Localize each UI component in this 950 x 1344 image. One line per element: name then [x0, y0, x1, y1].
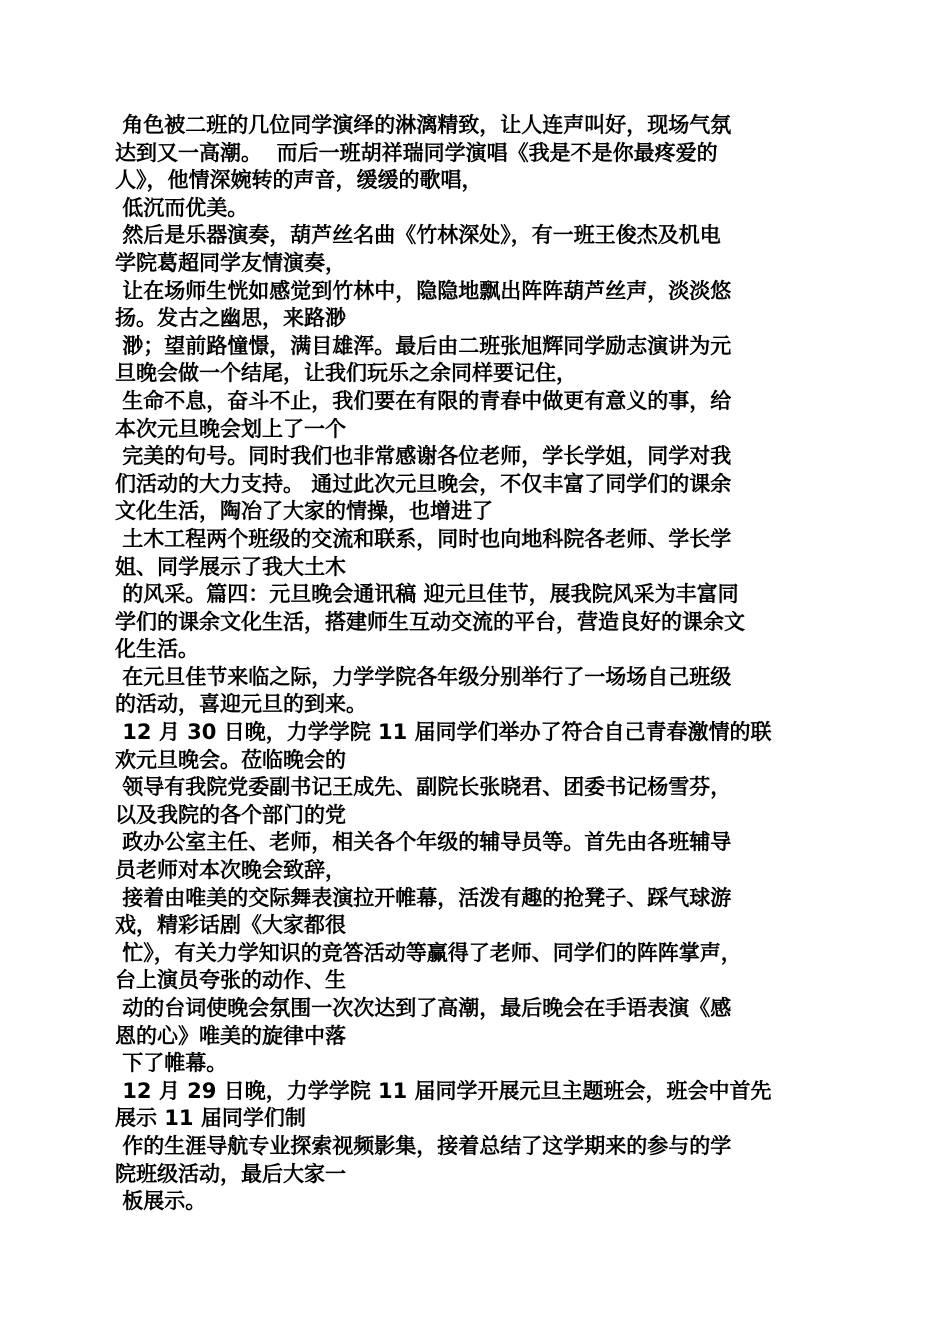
text-line: 然后是乐器演奏，葫芦丝名曲《竹林深处》，有一班王俊杰及机电 — [115, 223, 721, 248]
text-line: 欢元旦晚会。莅临晚会的 — [115, 747, 346, 772]
text-line: 院班级活动，最后大家一 — [115, 1161, 346, 1186]
text-line: 以及我院的各个部门的党 — [115, 802, 346, 827]
text-line: 土木工程两个班级的交流和联系，同时也向地科院各老师、学长学 — [115, 526, 732, 551]
text-line: 扬。发古之幽思，来路渺 — [115, 306, 346, 331]
text-line: 本次元旦晚会划上了一个 — [115, 416, 346, 441]
text-line: 完美的句号。同时我们也非常感谢各位老师，学长学姐，同学对我 — [115, 444, 732, 469]
text-line: 达到又一高潮。 而后一班胡祥瑞同学演唱《我是不是你最疼爱的 — [115, 140, 718, 165]
document-body-text — [115, 112, 840, 1216]
text-line: 作的生涯导航专业探索视频影集，接着总结了这学期来的参与的学 — [115, 1133, 732, 1158]
text-line: 的活动，喜迎元旦的到来。 — [115, 692, 367, 717]
text-line: 接着由唯美的交际舞表演拉开帷幕，活泼有趣的抢凳子、踩气球游 — [115, 885, 732, 910]
text-line: 人》，他情深婉转的声音，缓缓的歌唱， — [115, 168, 483, 193]
text-line: 旦晚会做一个结尾，让我们玩乐之余同样要记住， — [115, 361, 577, 386]
text-line: 忙》，有关力学知识的竞答活动等赢得了老师、同学们的阵阵掌声， — [115, 940, 742, 965]
text-line: 让在场师生恍如感觉到竹林中，隐隐地飘出阵阵葫芦丝声，淡淡悠 — [115, 278, 732, 303]
text-line: 姐、同学展示了我大土木 — [115, 554, 346, 579]
text-line: 下了帷幕。 — [115, 1051, 228, 1076]
text-line: 恩的心》唯美的旋律中落 — [115, 1023, 346, 1048]
text-line: 的风采。篇四：元旦晚会通讯稿 迎元旦佳节，展我院风采为丰富同 — [115, 582, 739, 607]
text-line: 化生活。 — [115, 637, 199, 662]
text-line: 展示 11 届同学们制 — [115, 1106, 306, 1131]
text-line: 戏，精彩话剧《大家都很 — [115, 913, 346, 938]
text-line: 在元旦佳节来临之际，力学学院各年级分别举行了一场场自己班级 — [115, 664, 732, 689]
text-line: 员老师对本次晚会致辞， — [115, 858, 346, 883]
text-line: 12 月 30 日晚，力学学院 11 届同学们举办了符合自己青春激情的联 — [115, 720, 772, 745]
text-line: 们活动的大力支持。 通过此次元旦晚会，不仅丰富了同学们的课余 — [115, 471, 732, 496]
text-line: 领导有我院党委副书记王成先、副院长张晓君、团委书记杨雪芬， — [115, 775, 732, 800]
text-line: 生命不息，奋斗不止，我们要在有限的青春中做更有意义的事，给 — [115, 388, 732, 413]
text-line: 渺；望前路憧憬，满目雄浑。最后由二班张旭辉同学励志演讲为元 — [115, 333, 732, 358]
text-line: 低沉而优美。 — [115, 195, 249, 220]
text-line: 台上演员夸张的动作、生 — [115, 968, 346, 993]
text-line: 学们的课余文化生活，搭建师生互动交流的平台，营造良好的课余文 — [115, 609, 745, 634]
text-line: 学院葛超同学友情演奏， — [115, 250, 346, 275]
text-line: 文化生活，陶冶了大家的情操，也增进了 — [115, 499, 493, 524]
text-line: 12 月 29 日晚，力学学院 11 届同学开展元旦主题班会，班会中首先 — [115, 1078, 772, 1103]
text-line: 角色被二班的几位同学演绎的淋漓精致，让人连声叫好，现场气氛 — [115, 113, 732, 137]
text-line: 板展示。 — [115, 1189, 207, 1214]
text-line: 政办公室主任、老师，相关各个年级的辅导员等。首先由各班辅导 — [115, 830, 732, 855]
text-line: 动的台词使晚会氛围一次次达到了高潮，最后晚会在手语表演《感 — [115, 996, 732, 1020]
